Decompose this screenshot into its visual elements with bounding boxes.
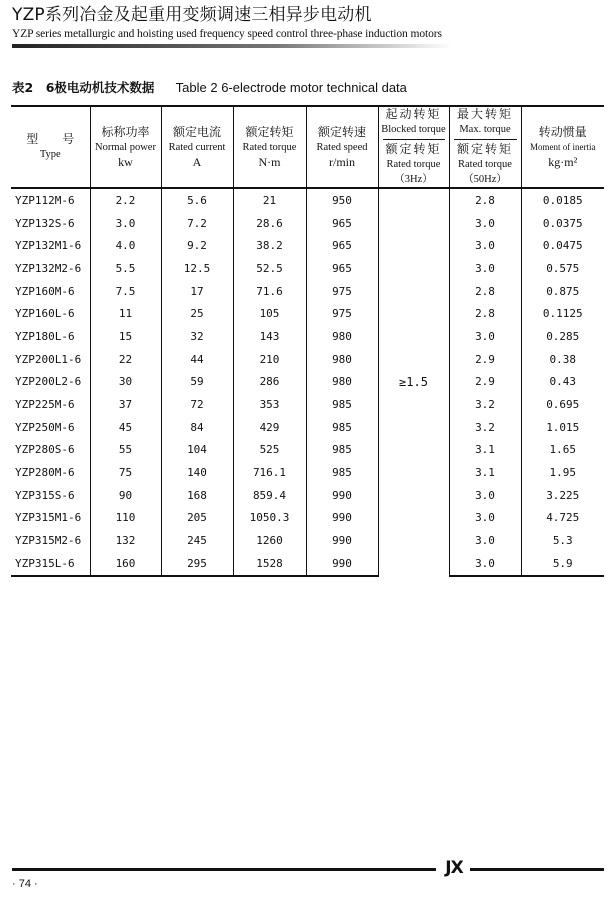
cell-torque: 525 <box>233 439 306 462</box>
footer-rule-left <box>12 868 436 871</box>
header-speed: 额定转速 Rated speed r/min <box>306 106 378 188</box>
cell-max: 3.0 <box>449 212 521 235</box>
cell-torque: 1260 <box>233 529 306 552</box>
cell-current: 44 <box>161 348 233 371</box>
cell-power: 7.5 <box>90 280 161 303</box>
cell-inertia: 0.695 <box>521 393 604 416</box>
table-caption-en: Table 2 6-electrode motor technical data <box>175 80 407 95</box>
cell-max: 2.8 <box>449 302 521 325</box>
cell-current: 168 <box>161 484 233 507</box>
cell-torque: 1528 <box>233 552 306 576</box>
table-row <box>11 371 604 394</box>
fraction-line <box>454 139 517 140</box>
cell-inertia: 0.0475 <box>521 234 604 257</box>
table-body <box>11 188 604 576</box>
table-row <box>11 280 604 303</box>
cell-torque: 210 <box>233 348 306 371</box>
table-row <box>11 302 604 325</box>
cell-power: 2.2 <box>90 188 161 212</box>
table-row <box>11 439 604 462</box>
cell-power: 4.0 <box>90 234 161 257</box>
cell-max: 2.8 <box>449 188 521 212</box>
table-row <box>11 257 604 280</box>
cell-power: 160 <box>90 552 161 576</box>
table-row <box>11 552 604 576</box>
cell-blocked-torque-merged: ≥1.5 <box>378 188 449 576</box>
cell-inertia: 1.65 <box>521 439 604 462</box>
table-row <box>11 507 604 530</box>
cell-current: 12.5 <box>161 257 233 280</box>
page-header <box>12 4 608 41</box>
table-row <box>11 234 604 257</box>
table-row <box>11 393 604 416</box>
table-caption-cn: 表2 6极电动机技术数据 <box>12 80 155 95</box>
cell-speed: 965 <box>306 212 378 235</box>
cell-inertia: 0.0185 <box>521 188 604 212</box>
cell-max: 3.0 <box>449 552 521 576</box>
series-title-en: YZP series metallurgic and hoisting used frequency speed control three-phase induction motors <box>12 28 442 40</box>
cell-inertia: 3.225 <box>521 484 604 507</box>
cell-speed: 985 <box>306 393 378 416</box>
cell-torque: 52.5 <box>233 257 306 280</box>
cell-power: 55 <box>90 439 161 462</box>
cell-inertia: 5.9 <box>521 552 604 576</box>
cell-type: YZP280M-6 <box>15 466 75 480</box>
cell-speed: 980 <box>306 371 378 394</box>
cell-power: 11 <box>90 302 161 325</box>
jx-logo: JX <box>445 858 463 878</box>
cell-max: 3.0 <box>449 484 521 507</box>
table-caption <box>12 78 407 96</box>
cell-speed: 985 <box>306 461 378 484</box>
cell-speed: 990 <box>306 484 378 507</box>
cell-torque: 429 <box>233 416 306 439</box>
cell-power: 3.0 <box>90 212 161 235</box>
cell-type: YZP160L-6 <box>15 307 75 321</box>
cell-inertia: 0.575 <box>521 257 604 280</box>
header-current: 额定电流 Rated current A <box>161 106 233 188</box>
cell-torque: 286 <box>233 371 306 394</box>
cell-power: 132 <box>90 529 161 552</box>
cell-type: YZP225M-6 <box>15 398 75 412</box>
header-torque: 额定转矩 Rated torque N·m <box>233 106 306 188</box>
cell-current: 7.2 <box>161 212 233 235</box>
cell-power: 75 <box>90 461 161 484</box>
cell-speed: 985 <box>306 439 378 462</box>
cell-current: 295 <box>161 552 233 576</box>
cell-max: 3.2 <box>449 416 521 439</box>
cell-speed: 990 <box>306 552 378 576</box>
cell-torque: 1050.3 <box>233 507 306 530</box>
cell-inertia: 0.38 <box>521 348 604 371</box>
cell-inertia: 0.875 <box>521 280 604 303</box>
cell-max: 3.2 <box>449 393 521 416</box>
cell-max: 3.0 <box>449 507 521 530</box>
cell-max: 3.1 <box>449 439 521 462</box>
cell-speed: 975 <box>306 280 378 303</box>
cell-power: 5.5 <box>90 257 161 280</box>
cell-max: 3.0 <box>449 257 521 280</box>
header-power: 标称功率 Normal power kw <box>90 106 161 188</box>
cell-torque: 38.2 <box>233 234 306 257</box>
cell-speed: 985 <box>306 416 378 439</box>
cell-max: 3.0 <box>449 325 521 348</box>
cell-max: 3.0 <box>449 234 521 257</box>
cell-power: 30 <box>90 371 161 394</box>
cell-torque: 105 <box>233 302 306 325</box>
cell-current: 17 <box>161 280 233 303</box>
cell-power: 37 <box>90 393 161 416</box>
fraction-line <box>383 139 445 140</box>
cell-torque: 716.1 <box>233 461 306 484</box>
cell-inertia: 0.1125 <box>521 302 604 325</box>
cell-type: YZP160M-6 <box>15 284 75 298</box>
cell-torque: 21 <box>233 188 306 212</box>
cell-current: 140 <box>161 461 233 484</box>
cell-type: YZP132M1-6 <box>15 239 82 253</box>
cell-max: 3.0 <box>449 529 521 552</box>
cell-speed: 965 <box>306 234 378 257</box>
cell-max: 2.9 <box>449 348 521 371</box>
cell-type: YZP132S-6 <box>15 216 75 230</box>
cell-speed: 990 <box>306 507 378 530</box>
table-header-row <box>11 106 604 188</box>
cell-inertia: 0.285 <box>521 325 604 348</box>
page-number: · 74 · <box>12 878 38 890</box>
cell-speed: 990 <box>306 529 378 552</box>
table-row <box>11 416 604 439</box>
cell-inertia: 5.3 <box>521 529 604 552</box>
cell-type: YZP315S-6 <box>15 488 75 502</box>
cell-type: YZP200L1-6 <box>15 352 82 366</box>
cell-power: 15 <box>90 325 161 348</box>
cell-speed: 980 <box>306 348 378 371</box>
cell-current: 72 <box>161 393 233 416</box>
cell-inertia: 1.95 <box>521 461 604 484</box>
cell-max: 2.8 <box>449 280 521 303</box>
cell-type: YZP315M2-6 <box>15 534 82 548</box>
table-row <box>11 484 604 507</box>
header-type: 型 号 Type <box>11 106 90 188</box>
cell-speed: 980 <box>306 325 378 348</box>
cell-torque: 143 <box>233 325 306 348</box>
cell-inertia: 4.725 <box>521 507 604 530</box>
footer-rule-right <box>470 868 604 871</box>
cell-torque: 28.6 <box>233 212 306 235</box>
cell-power: 45 <box>90 416 161 439</box>
cell-type: YZP132M2-6 <box>15 261 82 275</box>
cell-max: 3.1 <box>449 461 521 484</box>
cell-inertia: 0.0375 <box>521 212 604 235</box>
header-max-torque-ratio: 最大转矩 Max. torque 额定转矩 Rated torque （50Hz） <box>449 106 521 188</box>
cell-max: 2.9 <box>449 371 521 394</box>
table-row <box>11 325 604 348</box>
cell-type: YZP315M1-6 <box>15 511 82 525</box>
cell-current: 104 <box>161 439 233 462</box>
cell-current: 9.2 <box>161 234 233 257</box>
cell-power: 22 <box>90 348 161 371</box>
cell-inertia: 1.015 <box>521 416 604 439</box>
table-row <box>11 212 604 235</box>
cell-type: YZP112M-6 <box>15 193 75 207</box>
cell-speed: 950 <box>306 188 378 212</box>
cell-current: 245 <box>161 529 233 552</box>
cell-torque: 71.6 <box>233 280 306 303</box>
cell-power: 90 <box>90 484 161 507</box>
cell-type: YZP315L-6 <box>11 552 90 576</box>
cell-torque: 859.4 <box>233 484 306 507</box>
cell-torque: 353 <box>233 393 306 416</box>
cell-power: 110 <box>90 507 161 530</box>
table-row <box>11 461 604 484</box>
cell-current: 32 <box>161 325 233 348</box>
table-row <box>11 529 604 552</box>
cell-current: 59 <box>161 371 233 394</box>
header-inertia: 转动惯量 Moment of inertia kg·m² <box>521 106 604 188</box>
cell-speed: 965 <box>306 257 378 280</box>
motor-data-table <box>11 105 604 577</box>
cell-type: YZP200L2-6 <box>15 375 82 389</box>
cell-current: 84 <box>161 416 233 439</box>
header-blocked-torque-ratio: 起动转矩 Blocked torque 额定转矩 Rated torque （3Hz） <box>378 106 449 188</box>
cell-type: YZP180L-6 <box>15 329 75 343</box>
cell-type: YZP280S-6 <box>15 443 75 457</box>
series-title-cn: YZP系列冶金及起重用变频调速三相异步电动机 <box>12 5 372 25</box>
cell-type: YZP250M-6 <box>15 420 75 434</box>
cell-speed: 975 <box>306 302 378 325</box>
table-row <box>11 188 604 212</box>
cell-current: 5.6 <box>161 188 233 212</box>
table-row <box>11 348 604 371</box>
cell-inertia: 0.43 <box>521 371 604 394</box>
cell-current: 205 <box>161 507 233 530</box>
cell-current: 25 <box>161 302 233 325</box>
header-rule <box>12 44 452 48</box>
